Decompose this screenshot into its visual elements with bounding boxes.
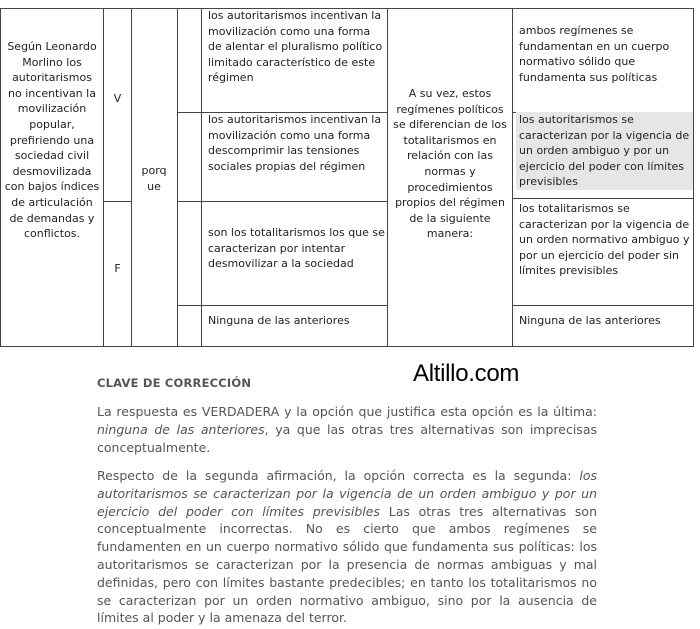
clave-paragraph-2: [97, 467, 597, 627]
row-divider: [177, 201, 387, 202]
col-divider: [177, 8, 178, 347]
reason-option-1[interactable]: los autoritarismos incentivan la movilización como una forma de alentar el pluralismo político limitado característico de este régimen: [208, 9, 383, 85]
row-divider: [103, 201, 131, 202]
clave-p2-text: Respecto de la segunda afirmación, la opción correcta es la segunda:: [97, 468, 580, 483]
col-divider: [512, 8, 513, 347]
option-v[interactable]: V: [113, 92, 122, 105]
col-divider: [131, 8, 132, 347]
clave-paragraph-1: [97, 403, 597, 456]
reason-option-4[interactable]: Ninguna de las anteriores: [208, 314, 350, 327]
col-divider: [201, 8, 202, 347]
ending-option-2[interactable]: los autoritarismos se caracterizan por la vigencia de un orden ambiguo y por un ejercicio del poder con límites previsibles: [516, 112, 693, 190]
col-divider: [103, 8, 104, 347]
row-divider: [177, 305, 387, 306]
ending-option-1[interactable]: ambos regímenes se fundamentan en un cuerpo normativo sólido que fundamenta sus políticas: [519, 24, 670, 84]
table-right-border: [693, 8, 694, 347]
ending-option-3[interactable]: los totalitarismos se caracterizan por la vigencia de un orden normativo ambiguo y por un ejercicio del poder sin límites previsibles: [519, 202, 690, 278]
connector-text: A su vez, estos regímenes políticos se diferencian de los totalitarismos en relación con las normas y procedimientos propios del régimen de la siguiente manera:: [393, 87, 507, 241]
clave-title: CLAVE DE CORRECCIÓN: [97, 376, 252, 390]
row-divider: [512, 305, 694, 306]
clave-p2-text-end: Las otras tres alternativas son conceptualmente incorrectas. No es cierto que ambos regímenes se fundamenten en un cuerpo normativo sólido que fundamenta sus políticas: los autoritarismos se caracterizan por la presencia de normas ambiguas y mal definidas, pero con límites bastante predecibles; en tanto los totalitarismos no se caracterizan por un orden normativo ambiguo, sino por la ausencia de límites al poder y la amenaza del terror.: [97, 503, 597, 626]
clave-p1-text-end: , ya que las otras tres alternativas son imprecisas conceptualmente.: [97, 421, 597, 455]
clave-p1-italic: ninguna de las anteriores: [97, 421, 265, 437]
statement-text: Según Leonardo Morlino los autoritarismos no incentivan la movilización popular, prefiriendo una sociedad civil desmovilizada con bajos índices de articulación de demandas y conflictos.: [4, 40, 100, 241]
col-divider: [387, 8, 388, 347]
row-divider: [512, 198, 694, 199]
ending-option-4[interactable]: Ninguna de las anteriores: [519, 314, 661, 327]
reason-option-2[interactable]: los autoritarismos incentivan la movilización como una forma descomprimir las tensiones sociales propias del régimen: [208, 113, 382, 173]
brand-logo: Altillo.com: [413, 360, 520, 387]
table-left-border: [0, 8, 1, 347]
reason-option-3[interactable]: son los totalitarismos los que se caracterizan por intentar desmovilizar a la sociedad: [208, 226, 385, 271]
clave-p2-italic: los autoritarismos se caracterizan por la vigencia de un orden ambiguo y por un ejercicio del poder con límites previsibles: [97, 468, 597, 519]
option-f[interactable]: F: [114, 262, 121, 275]
porque-label: porq ue: [141, 164, 167, 193]
table-bottom-border: [0, 346, 694, 347]
clave-p1-text: La respuesta es VERDADERA y la opción que justifica esta opción es la última:: [97, 404, 597, 419]
